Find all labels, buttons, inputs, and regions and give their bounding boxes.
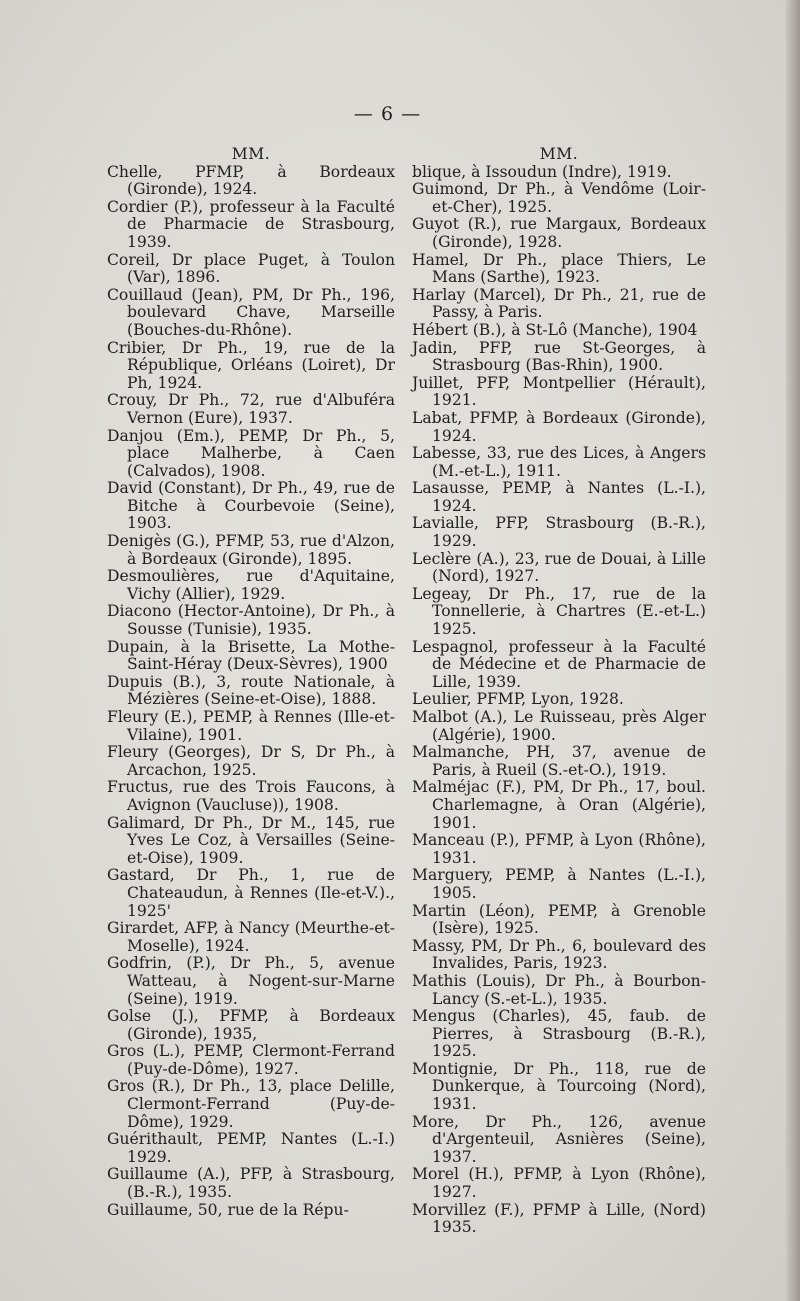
directory-entry: Juillet, PFP, Montpellier (Hérault), 1921. bbox=[412, 373, 706, 410]
directory-entry: Malbot (A.), Le Ruisseau, près Alger (Algérie), 1900. bbox=[412, 708, 706, 744]
directory-entry: Hamel, Dr Ph., place Thiers, Le Mans (Sarthe), 1923. bbox=[412, 250, 706, 287]
directory-entry: Guérithault, PEMP, Nantes (L.-I.) 1929. bbox=[107, 1130, 395, 1166]
directory-entry: Montignie, Dr Ph., 118, rue de Dunkerque, à Tourcoing (Nord), 1931. bbox=[412, 1059, 706, 1114]
directory-entry: Guimond, Dr Ph., à Vendôme (Loir-et-Cher), 1925. bbox=[412, 180, 706, 216]
directory-entry: Martin (Léon), PEMP, à Grenoble (Isère), 1925. bbox=[412, 901, 706, 938]
directory-entry: Guyot (R.), rue Margaux, Bordeaux (Gironde), 1928. bbox=[412, 215, 706, 251]
directory-entry: Chelle, PFMP, à Bordeaux (Gironde), 1924. bbox=[107, 162, 395, 199]
directory-entry: Fleury (Georges), Dr S, Dr Ph., à Arcachon, 1925. bbox=[107, 743, 395, 779]
directory-entry: Couillaud (Jean), PM, Dr Ph., 196, boulevard Chave, Marseille (Bouches-du-Rhône). bbox=[107, 285, 395, 339]
directory-entry: Leulier, PFMP, Lyon, 1928. bbox=[412, 690, 624, 709]
directory-entry: Cribier, Dr Ph., 19, rue de la République, Orléans (Loiret), Dr Ph, 1924. bbox=[107, 338, 395, 392]
directory-entry: Cordier (P.), professeur à la Faculté de Pharmacie de Strasbourg, 1939. bbox=[107, 197, 395, 251]
directory-entry: Morvillez (F.), PFMP à Lille, (Nord) 1935. bbox=[412, 1200, 706, 1237]
directory-entry: Gros (R.), Dr Ph., 13, place Delille, Clermont-Ferrand (Puy-de-Dôme), 1929. bbox=[107, 1077, 395, 1131]
directory-entry: Diacono (Hector-Antoine), Dr Ph., à Sousse (Tunisie), 1935. bbox=[107, 602, 395, 639]
directory-entry: Dupain, à la Brisette, La Mothe-Saint-Héray (Deux-Sèvres), 1900 bbox=[107, 637, 395, 674]
column-heading: MM. bbox=[231, 145, 271, 163]
directory-entry: Fructus, rue des Trois Faucons, à Avignon (Vaucluse)), 1908. bbox=[107, 778, 395, 814]
directory-entry: Lavialle, PFP, Strasbourg (B.-R.), 1929. bbox=[412, 514, 706, 551]
right-column bbox=[412, 146, 706, 1237]
directory-entry: Mathis (Louis), Dr Ph., à Bourbon-Lancy (S.-et-L.), 1935. bbox=[412, 971, 706, 1008]
entry-list bbox=[412, 164, 706, 1237]
directory-entry: Gros (L.), PEMP, Clermont-Ferrand (Puy-de-Dôme), 1927. bbox=[107, 1042, 395, 1078]
directory-entry: Danjou (Em.), PEMP, Dr Ph., 5, place Malherbe, à Caen (Calvados), 1908. bbox=[107, 426, 395, 480]
directory-entry: Denigès (G.), PFMP, 53, rue d'Alzon, à Bordeaux (Gironde), 1895. bbox=[107, 532, 395, 568]
directory-entry: Labesse, 33, rue des Lices, à Angers (M.-et-L.), 1911. bbox=[412, 444, 706, 480]
directory-entry: More, Dr Ph., 126, avenue d'Argenteuil, Asnières (Seine), 1937. bbox=[412, 1112, 706, 1166]
directory-entry: Crouy, Dr Ph., 72, rue d'Albuféra Vernon (Eure), 1937. bbox=[107, 391, 395, 427]
directory-entry: Golse (J.), PFMP, à Bordeaux (Gironde), 1935, bbox=[107, 1007, 395, 1043]
page-number: — 6 — bbox=[353, 103, 422, 125]
left-column bbox=[107, 146, 395, 1219]
page-edge-shadow bbox=[786, 0, 800, 1301]
entry-list bbox=[107, 164, 395, 1220]
directory-entry: Hébert (B.), à St-Lô (Manche), 1904 bbox=[412, 320, 698, 339]
directory-entry: Labat, PFMP, à Bordeaux (Gironde), 1924. bbox=[412, 408, 706, 445]
directory-entry: Godfrin, (P.), Dr Ph., 5, avenue Watteau, à Nogent-sur-Marne (Seine), 1919. bbox=[107, 954, 395, 1008]
directory-entry: Dupuis (B.), 3, route Nationale, à Mézières (Seine-et-Oise), 1888. bbox=[107, 672, 395, 709]
directory-entry: Manceau (P.), PFMP, à Lyon (Rhône), 1931. bbox=[412, 831, 706, 867]
directory-entry: Lasausse, PEMP, à Nantes (L.-I.), 1924. bbox=[412, 479, 706, 515]
directory-entry: Galimard, Dr Ph., Dr M., 145, rue Yves Le Coz, à Versailles (Seine-et-Oise), 1909. bbox=[107, 813, 395, 867]
directory-entry: Leclère (A.), 23, rue de Douai, à Lille (Nord), 1927. bbox=[412, 549, 706, 586]
directory-entry: Lespagnol, professeur à la Faculté de Médecine et de Pharmacie de Lille, 1939. bbox=[412, 637, 706, 691]
directory-entry: Desmoulières, rue d'Aquitaine, Vichy (Allier), 1929. bbox=[107, 567, 395, 603]
directory-entry: Legeay, Dr Ph., 17, rue de la Tonnellerie, à Chartres (E.-et-L.) 1925. bbox=[412, 584, 706, 639]
directory-entry: Fleury (E.), PEMP, à Rennes (Ille-et-Vilaine), 1901. bbox=[107, 708, 395, 744]
directory-entry: Harlay (Marcel), Dr Ph., 21, rue de Passy, à Paris. bbox=[412, 285, 706, 322]
directory-entry: Malmanche, PH, 37, avenue de Paris, à Rueil (S.-et-O.), 1919. bbox=[412, 743, 706, 779]
directory-entry: Massy, PM, Dr Ph., 6, boulevard des Invalides, Paris, 1923. bbox=[412, 936, 706, 973]
directory-entry: David (Constant), Dr Ph., 49, rue de Bitche à Courbevoie (Seine), 1903. bbox=[107, 479, 395, 533]
directory-entry: Gastard, Dr Ph., 1, rue de Chateaudun, à Rennes (Ile-et-V.)., 1925' bbox=[107, 866, 395, 920]
directory-entry: Marguery, PEMP, à Nantes (L.-I.), 1905. bbox=[412, 866, 706, 902]
directory-entry: Mengus (Charles), 45, faub. de Pierres, à Strasbourg (B.-R.), 1925. bbox=[412, 1007, 706, 1061]
directory-entry: Guillaume, 50, rue de la Répu- bbox=[107, 1200, 349, 1219]
column-heading: MM. bbox=[539, 145, 579, 163]
directory-entry: Girardet, AFP, à Nancy (Meurthe-et-Moselle), 1924. bbox=[107, 919, 395, 955]
directory-entry: Jadin, PFP, rue St-Georges, à Strasbourg (Bas-Rhin), 1900. bbox=[412, 338, 706, 375]
directory-entry: Guillaume (A.), PFP, à Strasbourg, (B.-R.), 1935. bbox=[107, 1165, 395, 1202]
directory-entry: Coreil, Dr place Puget, à Toulon (Var), 1896. bbox=[107, 250, 395, 287]
directory-entry: Morel (H.), PFMP, à Lyon (Rhône), 1927. bbox=[412, 1165, 706, 1202]
directory-entry: blique, à Issoudun (Indre), 1919. bbox=[412, 162, 672, 181]
directory-entry: Malméjac (F.), PM, Dr Ph., 17, boul. Charlemagne, à Oran (Algérie), 1901. bbox=[412, 778, 706, 832]
